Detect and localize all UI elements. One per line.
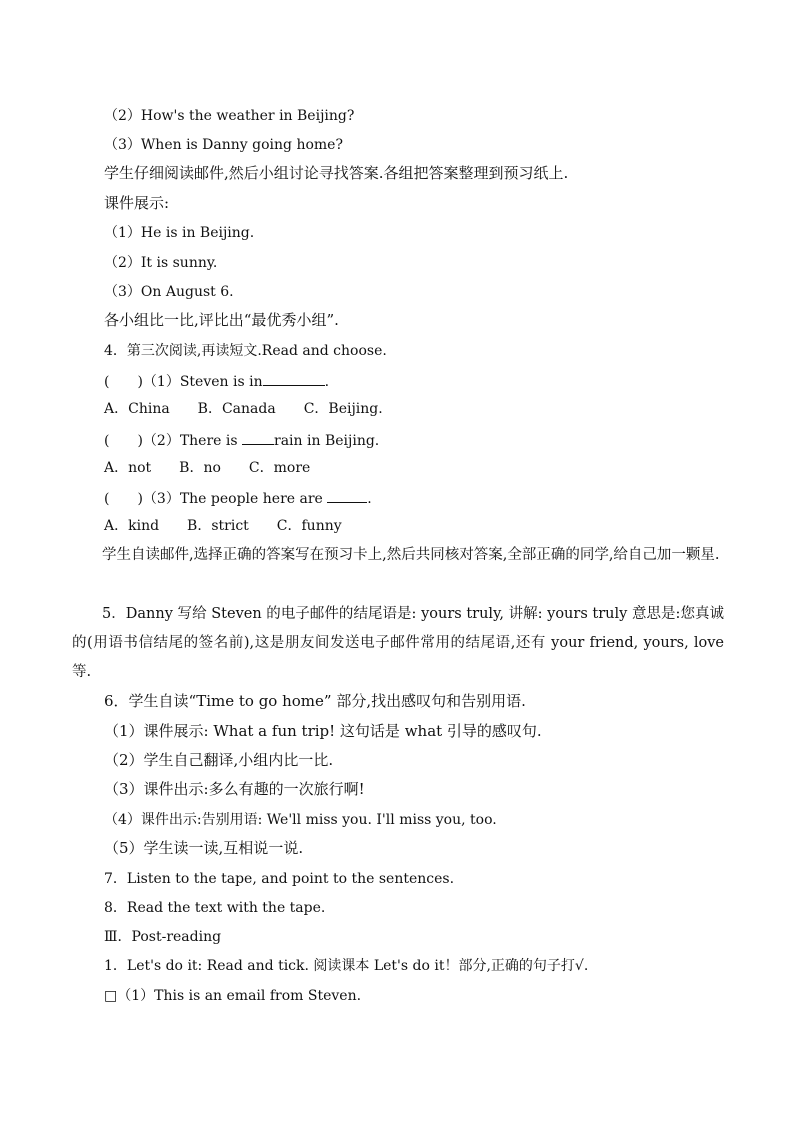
- section-6-item-2: （2）学生自己翻译,小组内比一比.: [104, 751, 334, 769]
- section-6-heading: 6．学生自读“Time to go home” 部分,找出感叹句和告别用语.: [104, 692, 526, 710]
- choice-1-text: ( )（1）Steven is in: [104, 374, 263, 390]
- question-2: （2）How's the weather in Beijing?: [104, 108, 355, 124]
- section-6-item-1: （1）课件展示: What a fun trip! 这句话是 what 引导的感叹句.: [104, 722, 542, 740]
- answer-blank: [263, 371, 325, 386]
- post-reading-item-1: 1．Let's do it: Read and tick. 阅读课本 Let's do it！部分,正确的句子打√.: [104, 958, 589, 974]
- choice-question-1: ( )（1）Steven is in .: [104, 371, 329, 391]
- question-3: （3）When is Danny going home?: [104, 137, 343, 153]
- choice-question-3: ( )（3）The people here are .: [104, 488, 372, 508]
- paragraph-self-check: 学生自读邮件,选择正确的答案写在预习卡上,然后共同核对答案,全部正确的同学,给自己加一颗星.: [102, 547, 720, 563]
- section-4-heading: 4．第三次阅读,再读短文.Read and choose.: [104, 343, 387, 359]
- section-8: 8．Read the text with the tape.: [104, 900, 326, 916]
- section-6-item-4: （4）课件出示:告别用语: We'll miss you. I'll miss you, too.: [104, 812, 497, 828]
- choice-2-options: A．not B．no C．more: [104, 460, 311, 476]
- section-7: 7．Listen to the tape, and point to the sentences.: [104, 871, 455, 887]
- paragraph-compare-groups: 各小组比一比,评比出“最优秀小组”.: [104, 311, 339, 329]
- checkbox-sentence-1: □（1）This is an email from Steven.: [104, 988, 362, 1004]
- choice-question-2: ( )（2）There is rain in Beijing.: [104, 430, 379, 450]
- section-6-item-3: （3）课件出示:多么有趣的一次旅行啊!: [104, 780, 365, 798]
- choice-3-options: A．kind B．strict C．funny: [104, 518, 342, 534]
- paragraph-email-closing: 5．Danny 写给 Steven 的电子邮件的结尾语是: yours truly, 讲解: yours truly 意思是:您真诚的(用语书信结尾的签名前),这是朋友间发送电子邮件常用的结尾语,还有 your friend, yours, love 等.: [72, 606, 724, 680]
- answer-3: （3）On August 6.: [104, 284, 234, 300]
- answer-2: （2）It is sunny.: [104, 255, 218, 271]
- answer-blank: [242, 430, 274, 445]
- answer-blank: [327, 488, 367, 503]
- choice-1-options: A．China B．Canada C．Beijing.: [104, 401, 383, 417]
- paragraph-read-email: 学生仔细阅读邮件,然后小组讨论寻找答案.各组把答案整理到预习纸上.: [104, 164, 569, 182]
- choice-3-text: ( )（3）The people here are: [104, 491, 328, 507]
- section-6-item-5: （5）学生读一读,互相说一说.: [104, 839, 304, 857]
- choice-2-text: ( )（2）There is: [104, 433, 243, 449]
- post-reading-heading: Ⅲ．Post-reading: [104, 929, 222, 945]
- paragraph-courseware: 课件展示:: [104, 194, 170, 212]
- answer-1: （1）He is in Beijing.: [104, 225, 255, 241]
